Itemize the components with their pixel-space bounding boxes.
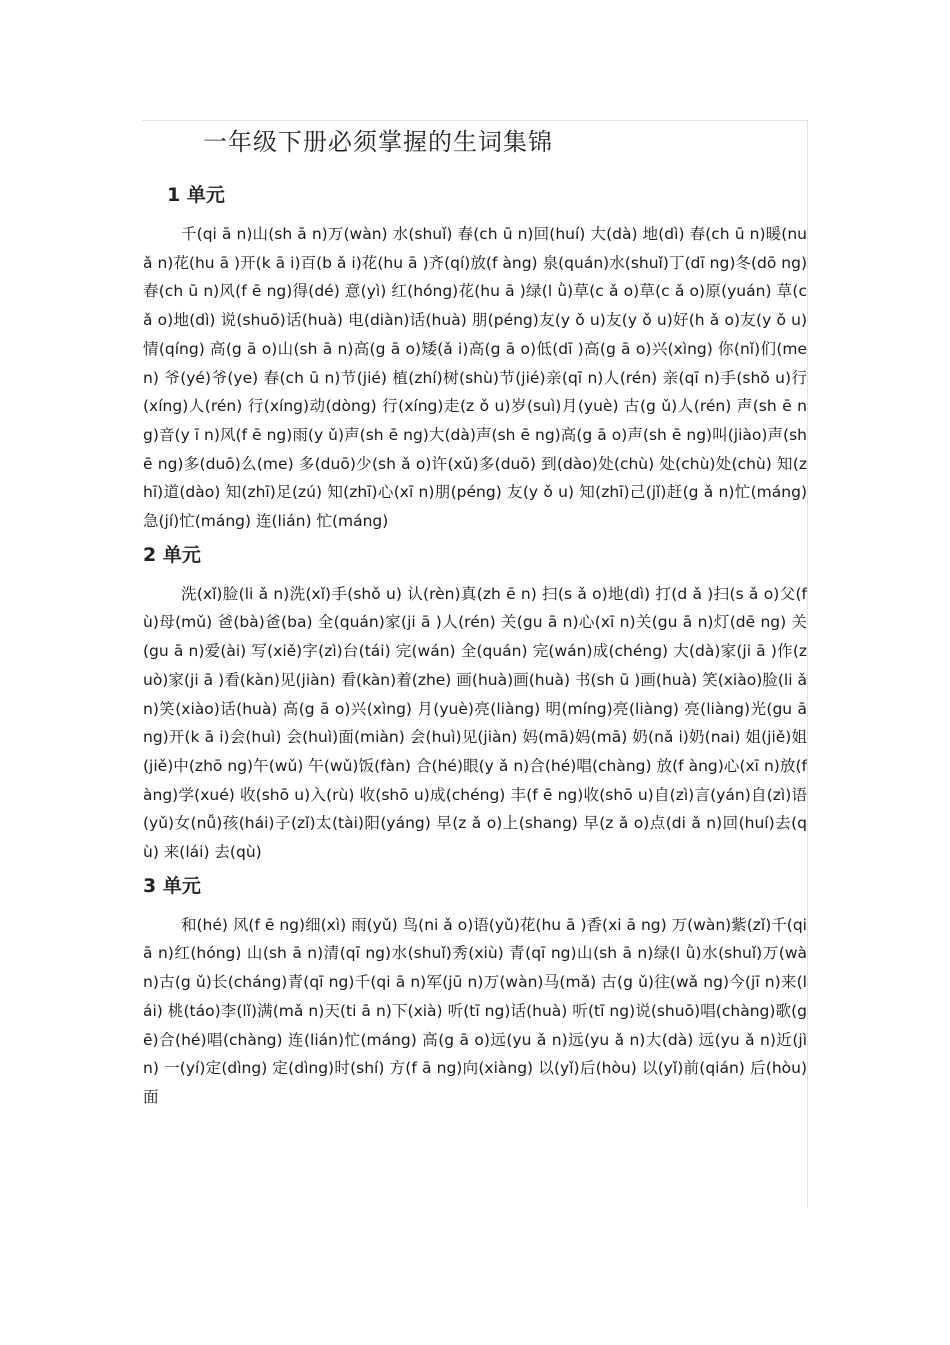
- unit-3-heading: 3 单元: [143, 874, 201, 897]
- document-title: 一年级下册必须掌握的生词集锦: [203, 128, 553, 156]
- unit-1-vocabulary: 千(qi ā n)山(sh ā n)万(wàn) 水(shuǐ) 春(ch ū n)回(huí) 大(dà) 地(dì) 春(ch ū n)暖(nu ǎ n)花(hu ā )开(k ā i)百(b ǎ i)花(hu ā )齐(qí)放(f àng) 泉(quán)水(shuǐ)丁(dī ng)冬(dō ng) 春(ch ū n)风(f ē ng)得(dé) 意(yì) 红(hóng)花(hu ā )绿(l ǜ)草(c ǎ o)草(c ǎ o)原(yuán) 草(c ǎ o)地(dì) 说(shuō)话(huà) 电(diàn)话(huà) 朋(péng)友(y ǒ u)友(y ǒ u)好(h ǎ o)友(y ǒ u)情(qíng) 高(g ā o)山(sh ā n)高(g ā o)矮(ǎ i)高(g ā o)低(dī )高(g ā o)兴(xìng) 你(nǐ)们(men) 爷(yé)爷(ye) 春(ch ū n)节(jié) 植(zhí)树(shù)节(jié)亲(qī n)人(rén) 亲(qī n)手(shǒ u)行(xíng)人(rén) 行(xíng)动(dòng) 行(xíng)走(z ǒ u)岁(suì)月(yuè) 古(g ǔ)人(rén) 声(sh ē ng)音(y ī n)风(f ē ng)雨(y ǔ)声(sh ē ng)大(dà)声(sh ē ng)高(g ā o)声(sh ē ng)叫(jiào)声(sh ē ng)多(duō)么(me) 多(duō)少(sh ǎ o)许(xǔ)多(duō) 到(dào)处(chù) 处(chù)处(chù) 知(zhī)道(dào) 知(zhī)足(zú) 知(zhī)心(xī n)朋(péng) 友(y ǒ u) 知(zhī)己(jǐ)赶(g ǎ n)忙(máng) 急(jí)忙(máng) 连(lián) 忙(máng): [143, 225, 807, 531]
- document-body: [143, 124, 807, 1206]
- unit-3-vocabulary: 和(hé) 风(f ē ng)细(xì) 雨(yǔ) 鸟(ni ǎ o)语(yǔ)花(hu ā )香(xi ā ng) 万(wàn)紫(zǐ)千(qi ā n)红(hóng) 山(sh ā n)清(qī ng)水(shuǐ)秀(xiù) 青(qī ng)山(sh ā n)绿(l ǜ)水(shuǐ)万(wàn)古(g ǔ)长(cháng)青(qī ng)千(qi ā n)军(jū n)万(wàn)马(mǎ) 古(g ǔ)往(wǎ ng)今(jī n)来(lái) 桃(táo)李(lǐ)满(mǎ n)天(ti ā n)下(xià) 听(tī ng)话(huà) 听(tī ng)说(shuō)唱(chàng)歌(gē)合(hé)唱(chàng) 连(lián)忙(máng) 高(g ā o)远(yu ǎ n)远(yu ǎ n)大(dà) 远(yu ǎ n)近(jìn) 一(yí)定(dìng) 定(dìng)时(shí) 方(f ā ng)向(xiàng) 以(yǐ)后(hòu) 以(yǐ)前(qián) 后(hòu)面: [143, 915, 807, 1106]
- unit-3-section: [143, 871, 807, 1112]
- unit-2-section: [143, 540, 807, 867]
- unit-1-heading: 1 单元: [167, 184, 225, 206]
- unit-1-section: [143, 180, 807, 536]
- unit-2-heading: 2 单元: [143, 543, 201, 566]
- unit-2-vocabulary: 洗(xǐ)脸(li ǎ n)洗(xǐ)手(shǒ u) 认(rèn)真(zh ē n) 扫(s ǎ o)地(dì) 打(d ǎ )扫(s ǎ o)父(fù)母(mǔ) 爸(bà)爸(ba) 全(quán)家(ji ā )人(rén) 关(gu ā n)心(xī n)关(gu ā n)灯(dē ng) 关(gu ā n)爱(ài) 写(xiě)字(zì)台(tái) 完(wán) 全(quán) 完(wán)成(chéng) 大(dà)家(ji ā )作(zuò)家(ji ā )看(kàn)见(jiàn) 看(kàn)着(zhe) 画(huà)画(huà) 书(sh ū )画(huà) 笑(xiào)脸(li ǎ n)笑(xiào)话(huà) 高(g ā o)兴(xìng) 月(yuè)亮(liàng) 明(míng)亮(liàng) 亮(liàng)光(gu ā ng)开(k ā i)会(huì) 会(huì)面(miàn) 会(huì)见(jiàn) 妈(mā)妈(mā) 奶(nǎ i)奶(nai) 姐(jiě)姐(jiě)中(zhō ng)午(wǔ) 午(wǔ)饭(fàn) 合(hé)眼(y ǎ n)合(hé)唱(chàng) 放(f àng)心(xī n)放(f àng)学(xué) 收(shō u)入(rù) 收(shō u)成(chéng) 丰(f ē ng)收(shō u)自(zì)言(yán)自(zì)语(yǔ)女(nǚ)孩(hái)子(zǐ)太(tài)阳(yáng) 早(z ǎ o)上(shang) 早(z ǎ o)点(di ǎ n)回(huí)去(qù) 来(lái) 去(qù): [143, 584, 807, 862]
